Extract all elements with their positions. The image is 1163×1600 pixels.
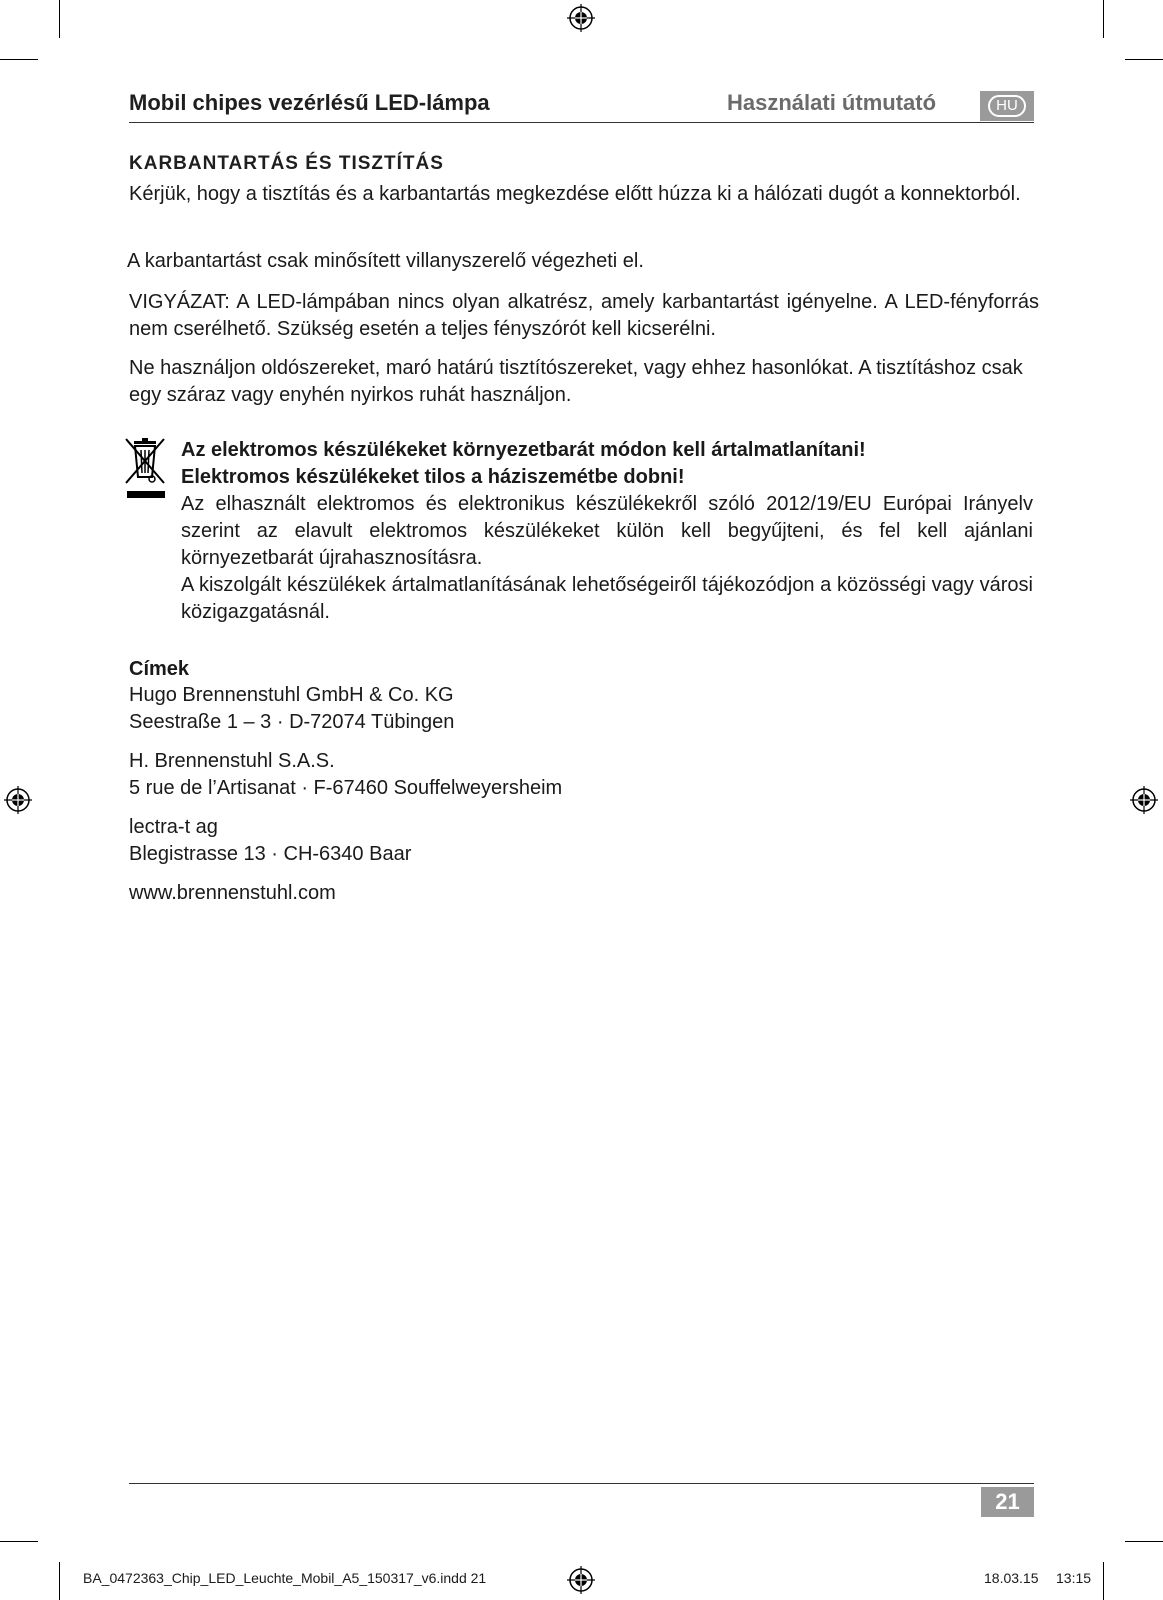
crop-mark xyxy=(0,59,38,60)
paragraph-unplug: Kérjük, hogy a tisztítás és a karbantartás megkezdése előtt húzza ki a hálózati dugót a konnektorból. xyxy=(129,183,1021,205)
address-street: 5 rue de l’Artisanat · F-67460 Souffelweyersheim xyxy=(129,777,563,799)
crop-mark xyxy=(0,1541,38,1542)
crop-mark xyxy=(1125,59,1163,60)
crop-mark xyxy=(1103,1562,1104,1600)
language-badge xyxy=(980,91,1034,121)
address-company: H. Brennenstuhl S.A.S. xyxy=(129,750,335,772)
paragraph-electrician: A karbantartást csak minősített villanyszerelő végezheti el. xyxy=(127,250,644,272)
page-number: 21 xyxy=(981,1487,1034,1517)
crop-mark xyxy=(1125,1541,1163,1542)
website-link[interactable]: www.brennenstuhl.com xyxy=(129,882,336,904)
language-badge-label: HU xyxy=(988,95,1026,117)
address-company: Hugo Brennenstuhl GmbH & Co. KG xyxy=(129,684,454,706)
registration-mark-icon xyxy=(567,4,595,32)
crop-mark xyxy=(1103,0,1104,38)
print-date: 18.03.15 xyxy=(984,1570,1039,1586)
footer-rule xyxy=(129,1483,1034,1484)
section-heading: KARBANTARTÁS ÉS TISZTÍTÁS xyxy=(129,153,444,174)
addresses-heading: Címek xyxy=(129,658,190,680)
disposal-info-text: A kiszolgált készülékek ártalmatlanításának lehetőségeiről tájékozódjon a közösségi vagy városi közigazgatásnál. xyxy=(181,574,1033,623)
document-subtitle: Használati útmutató xyxy=(727,90,937,115)
print-time: 13:15 xyxy=(1056,1570,1092,1586)
print-file-slug: BA_0472363_Chip_LED_Leuchte_Mobil_A5_150317_v6.indd 21 xyxy=(83,1570,487,1586)
disposal-warning-1: Az elektromos készülékeket környezetbarát módon kell ártalmatlanítani! xyxy=(181,439,866,461)
paragraph-cleaning: Ne használjon oldószereket, maró határú tisztítószereket, vagy ehhez hasonlókat. A tisztításhoz csak egy száraz vagy enyhén nyirkos ruhát használjon. xyxy=(129,357,1023,406)
registration-mark-icon xyxy=(1130,786,1158,814)
header-rule xyxy=(129,122,1034,123)
crossed-out-wheelie-bin-icon xyxy=(124,437,168,499)
disposal-directive-text: Az elhasznált elektromos és elektronikus készülékekről szóló 2012/19/EU Európai Irányelv szerint az elavult elektromos készülékeket külön kell begyűjteni, és fel kell ajánlani környezetbarát újrahasznosításra. xyxy=(181,493,1033,569)
crop-mark xyxy=(59,1562,60,1600)
disposal-warning-2: Elektromos készülékeket tilos a háziszemétbe dobni! xyxy=(181,466,685,488)
crop-mark xyxy=(59,0,60,38)
address-street: Blegistrasse 13 · CH-6340 Baar xyxy=(129,843,412,865)
address-street: Seestraße 1 – 3 · D-72074 Tübingen xyxy=(129,711,455,733)
registration-mark-icon xyxy=(567,1566,595,1594)
document-title: Mobil chipes vezérlésű LED-lámpa xyxy=(129,90,490,115)
registration-mark-icon xyxy=(4,786,32,814)
address-company: lectra-t ag xyxy=(129,816,218,838)
paragraph-warning: VIGYÁZAT: A LED-lámpában nincs olyan alkatrész, amely karbantartást igényelne. A LED-fényforrás nem cserélhető. Szükség esetén a teljes fényszórót kell kicserélni. xyxy=(129,291,1039,340)
